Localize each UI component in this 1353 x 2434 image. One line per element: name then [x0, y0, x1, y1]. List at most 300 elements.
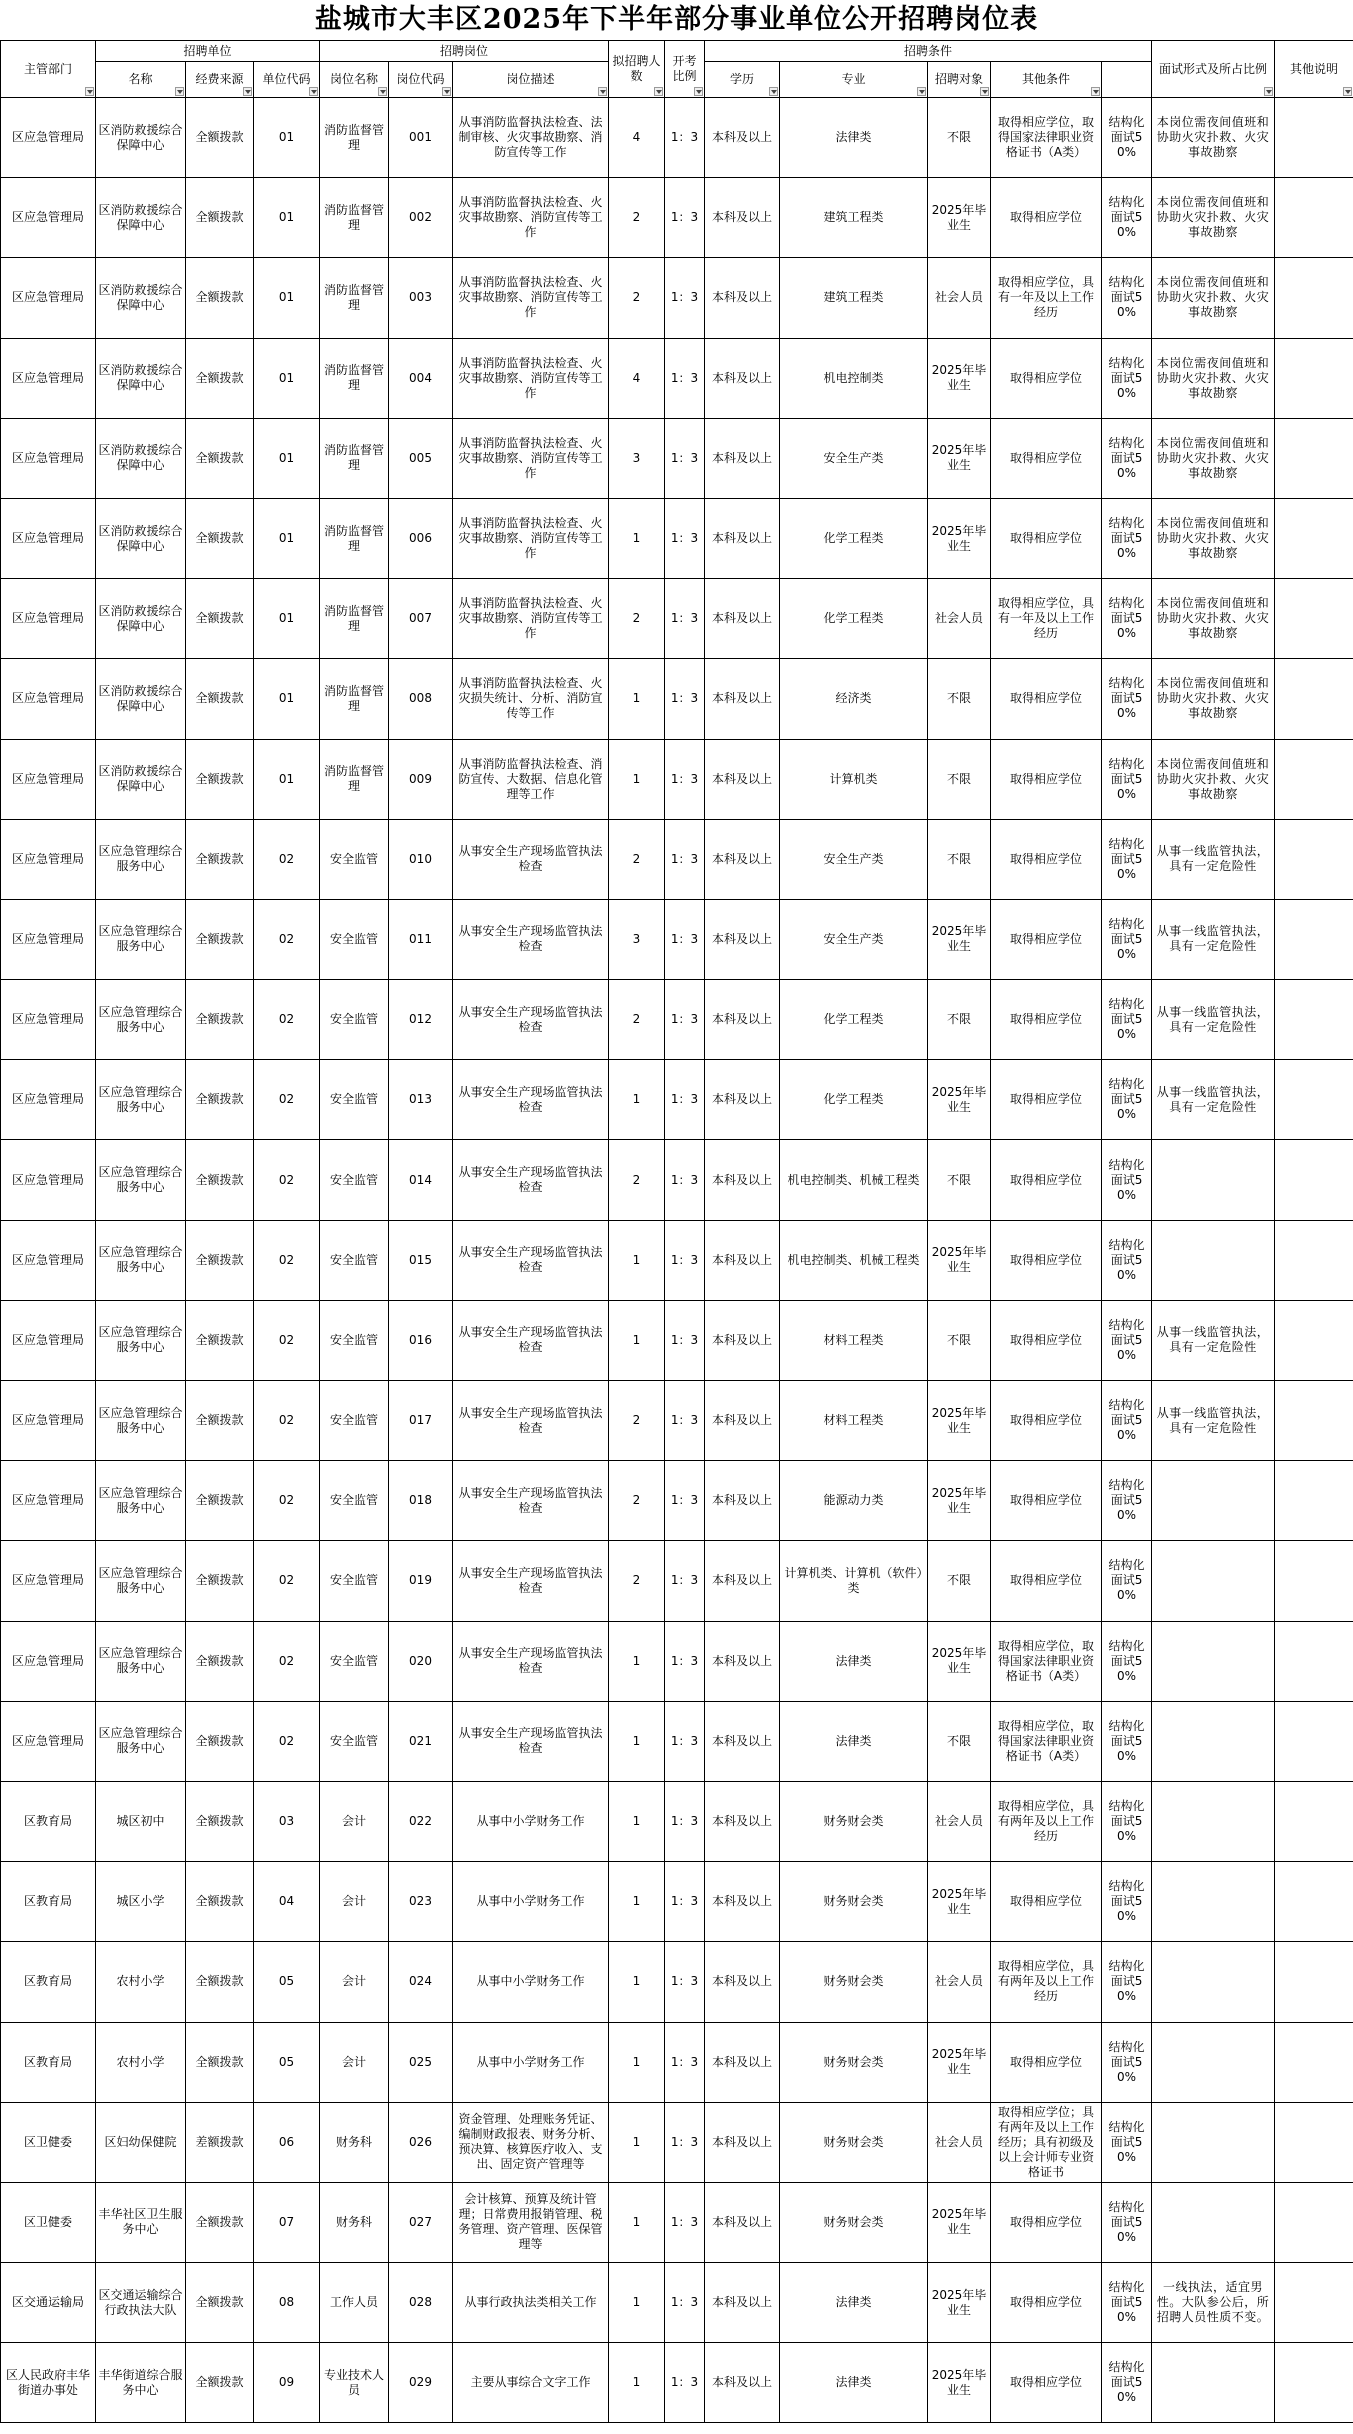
filter-dropdown-icon[interactable]	[85, 87, 94, 96]
cell-post-code[interactable]: 026	[389, 2102, 453, 2182]
cell-other[interactable]: 取得相应学位	[991, 819, 1102, 899]
cell-other[interactable]: 取得相应学位	[991, 1381, 1102, 1461]
cell-notes[interactable]: 本岗位需夜间值班和协助火灾扑救、火灾事故勘察	[1152, 98, 1275, 178]
cell-target[interactable]: 2025年毕业生	[928, 498, 991, 578]
cell-post-name[interactable]: 消防监督管理	[320, 659, 389, 739]
cell-interview[interactable]: 结构化面试50%	[1102, 1060, 1152, 1140]
cell-remark[interactable]	[1275, 739, 1353, 819]
cell-funding[interactable]: 全额拨款	[186, 418, 254, 498]
cell-post-name[interactable]: 安全监管	[320, 1701, 389, 1781]
cell-num[interactable]: 1	[609, 659, 665, 739]
cell-funding[interactable]: 全额拨款	[186, 2263, 254, 2343]
cell-dept[interactable]: 区应急管理局	[1, 899, 96, 979]
cell-remark[interactable]	[1275, 1220, 1353, 1300]
cell-ratio[interactable]: 1：3	[665, 899, 705, 979]
cell-unit-code[interactable]: 05	[254, 2022, 320, 2102]
cell-post-name[interactable]: 安全监管	[320, 1220, 389, 1300]
cell-post-code[interactable]: 024	[389, 1942, 453, 2022]
cell-edu[interactable]: 本科及以上	[705, 2022, 780, 2102]
cell-post-code[interactable]: 025	[389, 2022, 453, 2102]
cell-edu[interactable]: 本科及以上	[705, 1781, 780, 1861]
filter-dropdown-icon[interactable]	[769, 87, 778, 96]
cell-remark[interactable]	[1275, 1701, 1353, 1781]
cell-unit-name[interactable]: 区应急管理综合服务中心	[96, 1381, 186, 1461]
cell-notes[interactable]	[1152, 1862, 1275, 1942]
filter-dropdown-icon[interactable]	[1343, 87, 1352, 96]
cell-major[interactable]: 法律类	[780, 98, 928, 178]
cell-edu[interactable]: 本科及以上	[705, 258, 780, 338]
cell-post-desc[interactable]: 从事中小学财务工作	[453, 1781, 609, 1861]
cell-num[interactable]: 2	[609, 1140, 665, 1220]
cell-dept[interactable]: 区应急管理局	[1, 1381, 96, 1461]
cell-major[interactable]: 法律类	[780, 2263, 928, 2343]
cell-dept[interactable]: 区交通运输局	[1, 2263, 96, 2343]
cell-num[interactable]: 1	[609, 2102, 665, 2182]
cell-remark[interactable]	[1275, 258, 1353, 338]
cell-post-name[interactable]: 安全监管	[320, 1381, 389, 1461]
cell-ratio[interactable]: 1：3	[665, 980, 705, 1060]
cell-post-code[interactable]: 020	[389, 1621, 453, 1701]
cell-post-desc[interactable]: 从事中小学财务工作	[453, 2022, 609, 2102]
cell-unit-code[interactable]: 01	[254, 579, 320, 659]
cell-unit-code[interactable]: 04	[254, 1862, 320, 1942]
cell-post-code[interactable]: 023	[389, 1862, 453, 1942]
cell-ratio[interactable]: 1：3	[665, 418, 705, 498]
cell-remark[interactable]	[1275, 418, 1353, 498]
cell-edu[interactable]: 本科及以上	[705, 659, 780, 739]
cell-ratio[interactable]: 1：3	[665, 819, 705, 899]
cell-target[interactable]: 不限	[928, 1701, 991, 1781]
cell-other[interactable]: 取得相应学位	[991, 1461, 1102, 1541]
cell-dept[interactable]: 区应急管理局	[1, 1701, 96, 1781]
cell-post-code[interactable]: 021	[389, 1701, 453, 1781]
cell-ratio[interactable]: 1：3	[665, 579, 705, 659]
cell-target[interactable]: 2025年毕业生	[928, 1060, 991, 1140]
cell-num[interactable]: 3	[609, 899, 665, 979]
cell-major[interactable]: 材料工程类	[780, 1300, 928, 1380]
cell-interview[interactable]: 结构化面试50%	[1102, 1781, 1152, 1861]
cell-ratio[interactable]: 1：3	[665, 659, 705, 739]
cell-other[interactable]: 取得相应学位，取得国家法律职业资格证书（A类）	[991, 98, 1102, 178]
cell-major[interactable]: 机电控制类、机械工程类	[780, 1220, 928, 1300]
cell-dept[interactable]: 区应急管理局	[1, 739, 96, 819]
cell-num[interactable]: 2	[609, 1461, 665, 1541]
filter-dropdown-icon[interactable]	[1264, 87, 1273, 96]
cell-notes[interactable]	[1152, 1220, 1275, 1300]
header-post-desc[interactable]: 岗位描述	[453, 62, 609, 98]
cell-post-desc[interactable]: 从事行政执法类相关工作	[453, 2263, 609, 2343]
cell-num[interactable]: 2	[609, 819, 665, 899]
cell-dept[interactable]: 区人民政府丰华街道办事处	[1, 2343, 96, 2423]
cell-major[interactable]: 财务财会类	[780, 2182, 928, 2262]
cell-edu[interactable]: 本科及以上	[705, 1381, 780, 1461]
cell-unit-code[interactable]: 03	[254, 1781, 320, 1861]
header-other[interactable]: 其他条件	[991, 62, 1102, 98]
cell-unit-name[interactable]: 区应急管理综合服务中心	[96, 1220, 186, 1300]
cell-dept[interactable]: 区卫健委	[1, 2182, 96, 2262]
cell-major[interactable]: 建筑工程类	[780, 258, 928, 338]
cell-other[interactable]: 取得相应学位，具有一年及以上工作经历	[991, 579, 1102, 659]
cell-funding[interactable]: 全额拨款	[186, 178, 254, 258]
cell-target[interactable]: 不限	[928, 980, 991, 1060]
cell-unit-code[interactable]: 09	[254, 2343, 320, 2423]
cell-unit-name[interactable]: 区消防救援综合保障中心	[96, 739, 186, 819]
cell-target[interactable]: 2025年毕业生	[928, 1621, 991, 1701]
cell-dept[interactable]: 区教育局	[1, 1781, 96, 1861]
filter-dropdown-icon[interactable]	[694, 87, 703, 96]
cell-notes[interactable]: 本岗位需夜间值班和协助火灾扑救、火灾事故勘察	[1152, 659, 1275, 739]
cell-ratio[interactable]: 1：3	[665, 1701, 705, 1781]
cell-num[interactable]: 1	[609, 498, 665, 578]
cell-funding[interactable]: 全额拨款	[186, 1461, 254, 1541]
cell-target[interactable]: 2025年毕业生	[928, 418, 991, 498]
cell-post-desc[interactable]: 从事安全生产现场监管执法检查	[453, 899, 609, 979]
cell-post-desc[interactable]: 从事安全生产现场监管执法检查	[453, 1541, 609, 1621]
cell-funding[interactable]: 全额拨款	[186, 739, 254, 819]
cell-target[interactable]: 2025年毕业生	[928, 1862, 991, 1942]
cell-target[interactable]: 社会人员	[928, 1781, 991, 1861]
cell-edu[interactable]: 本科及以上	[705, 2263, 780, 2343]
cell-unit-name[interactable]: 区应急管理综合服务中心	[96, 1621, 186, 1701]
cell-unit-name[interactable]: 区应急管理综合服务中心	[96, 1461, 186, 1541]
cell-post-code[interactable]: 013	[389, 1060, 453, 1140]
cell-notes[interactable]: 本岗位需夜间值班和协助火灾扑救、火灾事故勘察	[1152, 498, 1275, 578]
cell-funding[interactable]: 全额拨款	[186, 2182, 254, 2262]
cell-major[interactable]: 机电控制类	[780, 338, 928, 418]
cell-post-code[interactable]: 027	[389, 2182, 453, 2262]
cell-remark[interactable]	[1275, 899, 1353, 979]
cell-num[interactable]: 2	[609, 980, 665, 1060]
cell-interview[interactable]: 结构化面试50%	[1102, 1300, 1152, 1380]
cell-post-desc[interactable]: 从事消防监督执法检查、火灾事故勘察、消防宣传等工作	[453, 579, 609, 659]
cell-post-desc[interactable]: 从事安全生产现场监管执法检查	[453, 1140, 609, 1220]
cell-unit-name[interactable]: 区应急管理综合服务中心	[96, 1701, 186, 1781]
cell-target[interactable]: 2025年毕业生	[928, 2263, 991, 2343]
cell-remark[interactable]	[1275, 2102, 1353, 2182]
cell-other[interactable]: 取得相应学位	[991, 2263, 1102, 2343]
cell-post-name[interactable]: 财务科	[320, 2182, 389, 2262]
cell-ratio[interactable]: 1：3	[665, 1140, 705, 1220]
cell-major[interactable]: 安全生产类	[780, 819, 928, 899]
cell-interview[interactable]: 结构化面试50%	[1102, 178, 1152, 258]
cell-interview[interactable]: 结构化面试50%	[1102, 899, 1152, 979]
cell-notes[interactable]: 本岗位需夜间值班和协助火灾扑救、火灾事故勘察	[1152, 418, 1275, 498]
cell-post-code[interactable]: 001	[389, 98, 453, 178]
cell-remark[interactable]	[1275, 1060, 1353, 1140]
filter-dropdown-icon[interactable]	[175, 87, 184, 96]
cell-dept[interactable]: 区应急管理局	[1, 579, 96, 659]
filter-dropdown-icon[interactable]	[378, 87, 387, 96]
cell-post-code[interactable]: 005	[389, 418, 453, 498]
cell-num[interactable]: 1	[609, 2182, 665, 2262]
cell-edu[interactable]: 本科及以上	[705, 1541, 780, 1621]
cell-post-desc[interactable]: 从事消防监督执法检查、火灾事故勘察、消防宣传等工作	[453, 418, 609, 498]
cell-notes[interactable]: 本岗位需夜间值班和协助火灾扑救、火灾事故勘察	[1152, 739, 1275, 819]
cell-remark[interactable]	[1275, 2182, 1353, 2262]
cell-post-desc[interactable]: 从事安全生产现场监管执法检查	[453, 1060, 609, 1140]
cell-ratio[interactable]: 1：3	[665, 1300, 705, 1380]
cell-unit-code[interactable]: 02	[254, 1461, 320, 1541]
cell-post-code[interactable]: 014	[389, 1140, 453, 1220]
cell-notes[interactable]	[1152, 1942, 1275, 2022]
cell-edu[interactable]: 本科及以上	[705, 739, 780, 819]
cell-num[interactable]: 1	[609, 2022, 665, 2102]
cell-ratio[interactable]: 1：3	[665, 98, 705, 178]
cell-post-desc[interactable]: 从事安全生产现场监管执法检查	[453, 980, 609, 1060]
cell-interview[interactable]: 结构化面试50%	[1102, 2022, 1152, 2102]
header-unit-name[interactable]: 名称	[96, 62, 186, 98]
cell-notes[interactable]	[1152, 1701, 1275, 1781]
cell-post-desc[interactable]: 主要从事综合文字工作	[453, 2343, 609, 2423]
cell-post-desc[interactable]: 从事消防监督执法检查、火灾事故勘察、消防宣传等工作	[453, 498, 609, 578]
cell-other[interactable]: 取得相应学位	[991, 178, 1102, 258]
cell-other[interactable]: 取得相应学位；具有两年及以上工作经历；具有初级及以上会计师专业资格证书	[991, 2102, 1102, 2182]
cell-unit-name[interactable]: 区应急管理综合服务中心	[96, 1541, 186, 1621]
cell-funding[interactable]: 全额拨款	[186, 1621, 254, 1701]
cell-other[interactable]: 取得相应学位	[991, 1862, 1102, 1942]
cell-dept[interactable]: 区应急管理局	[1, 1060, 96, 1140]
cell-post-name[interactable]: 安全监管	[320, 819, 389, 899]
cell-edu[interactable]: 本科及以上	[705, 1220, 780, 1300]
cell-unit-code[interactable]: 06	[254, 2102, 320, 2182]
cell-unit-code[interactable]: 02	[254, 1701, 320, 1781]
cell-major[interactable]: 机电控制类、机械工程类	[780, 1140, 928, 1220]
cell-post-name[interactable]: 消防监督管理	[320, 258, 389, 338]
cell-dept[interactable]: 区应急管理局	[1, 338, 96, 418]
cell-post-code[interactable]: 008	[389, 659, 453, 739]
cell-major[interactable]: 材料工程类	[780, 1381, 928, 1461]
cell-unit-name[interactable]: 丰华街道综合服务中心	[96, 2343, 186, 2423]
cell-ratio[interactable]: 1：3	[665, 178, 705, 258]
cell-post-desc[interactable]: 从事消防监督执法检查、火灾事故勘察、消防宣传等工作	[453, 338, 609, 418]
cell-dept[interactable]: 区应急管理局	[1, 1300, 96, 1380]
cell-num[interactable]: 1	[609, 1862, 665, 1942]
cell-notes[interactable]	[1152, 1461, 1275, 1541]
cell-post-code[interactable]: 019	[389, 1541, 453, 1621]
cell-post-code[interactable]: 009	[389, 739, 453, 819]
cell-funding[interactable]: 全额拨款	[186, 1300, 254, 1380]
cell-post-code[interactable]: 011	[389, 899, 453, 979]
cell-remark[interactable]	[1275, 1461, 1353, 1541]
cell-ratio[interactable]: 1：3	[665, 1862, 705, 1942]
cell-other[interactable]: 取得相应学位	[991, 2022, 1102, 2102]
cell-post-desc[interactable]: 从事中小学财务工作	[453, 1942, 609, 2022]
cell-interview[interactable]: 结构化面试50%	[1102, 1461, 1152, 1541]
cell-target[interactable]: 不限	[928, 1140, 991, 1220]
cell-post-name[interactable]: 工作人员	[320, 2263, 389, 2343]
cell-unit-name[interactable]: 区消防救援综合保障中心	[96, 178, 186, 258]
filter-dropdown-icon[interactable]	[654, 87, 663, 96]
cell-post-name[interactable]: 消防监督管理	[320, 498, 389, 578]
header-edu[interactable]: 学历	[705, 62, 780, 98]
cell-post-desc[interactable]: 从事安全生产现场监管执法检查	[453, 1461, 609, 1541]
header-funding[interactable]: 经费来源	[186, 62, 254, 98]
cell-funding[interactable]: 差额拨款	[186, 2102, 254, 2182]
cell-major[interactable]: 经济类	[780, 659, 928, 739]
cell-remark[interactable]	[1275, 659, 1353, 739]
cell-post-name[interactable]: 会计	[320, 1942, 389, 2022]
cell-notes[interactable]	[1152, 1781, 1275, 1861]
filter-dropdown-icon[interactable]	[598, 87, 607, 96]
cell-funding[interactable]: 全额拨款	[186, 498, 254, 578]
cell-edu[interactable]: 本科及以上	[705, 1621, 780, 1701]
header-unit-code[interactable]: 单位代码	[254, 62, 320, 98]
cell-other[interactable]: 取得相应学位	[991, 1140, 1102, 1220]
cell-notes[interactable]	[1152, 2022, 1275, 2102]
cell-target[interactable]: 社会人员	[928, 2102, 991, 2182]
cell-funding[interactable]: 全额拨款	[186, 258, 254, 338]
cell-unit-code[interactable]: 01	[254, 659, 320, 739]
cell-num[interactable]: 4	[609, 98, 665, 178]
cell-remark[interactable]	[1275, 1621, 1353, 1701]
cell-target[interactable]: 不限	[928, 819, 991, 899]
cell-interview[interactable]: 结构化面试50%	[1102, 498, 1152, 578]
cell-post-desc[interactable]: 从事安全生产现场监管执法检查	[453, 1300, 609, 1380]
cell-num[interactable]: 2	[609, 258, 665, 338]
cell-post-name[interactable]: 会计	[320, 1862, 389, 1942]
cell-unit-name[interactable]: 区应急管理综合服务中心	[96, 1140, 186, 1220]
cell-dept[interactable]: 区应急管理局	[1, 1621, 96, 1701]
cell-ratio[interactable]: 1：3	[665, 1060, 705, 1140]
cell-other[interactable]: 取得相应学位，具有两年及以上工作经历	[991, 1781, 1102, 1861]
cell-unit-code[interactable]: 05	[254, 1942, 320, 2022]
cell-interview[interactable]: 结构化面试50%	[1102, 1381, 1152, 1461]
cell-ratio[interactable]: 1：3	[665, 2182, 705, 2262]
cell-ratio[interactable]: 1：3	[665, 2343, 705, 2423]
cell-target[interactable]: 2025年毕业生	[928, 1220, 991, 1300]
cell-post-name[interactable]: 消防监督管理	[320, 178, 389, 258]
cell-other[interactable]: 取得相应学位	[991, 338, 1102, 418]
cell-num[interactable]: 2	[609, 1541, 665, 1621]
cell-unit-name[interactable]: 区消防救援综合保障中心	[96, 258, 186, 338]
cell-major[interactable]: 财务财会类	[780, 2102, 928, 2182]
cell-interview[interactable]: 结构化面试50%	[1102, 418, 1152, 498]
cell-unit-name[interactable]: 区消防救援综合保障中心	[96, 659, 186, 739]
cell-notes[interactable]: 本岗位需夜间值班和协助火灾扑救、火灾事故勘察	[1152, 178, 1275, 258]
cell-edu[interactable]: 本科及以上	[705, 2182, 780, 2262]
header-num[interactable]: 拟招聘人数	[609, 41, 665, 98]
cell-target[interactable]: 2025年毕业生	[928, 2343, 991, 2423]
cell-other[interactable]: 取得相应学位，具有两年及以上工作经历	[991, 1942, 1102, 2022]
cell-interview[interactable]: 结构化面试50%	[1102, 1140, 1152, 1220]
cell-unit-name[interactable]: 农村小学	[96, 1942, 186, 2022]
cell-other[interactable]: 取得相应学位	[991, 980, 1102, 1060]
cell-edu[interactable]: 本科及以上	[705, 178, 780, 258]
cell-edu[interactable]: 本科及以上	[705, 899, 780, 979]
cell-num[interactable]: 1	[609, 1621, 665, 1701]
cell-major[interactable]: 化学工程类	[780, 1060, 928, 1140]
cell-edu[interactable]: 本科及以上	[705, 2343, 780, 2423]
cell-interview[interactable]: 结构化面试50%	[1102, 1621, 1152, 1701]
cell-funding[interactable]: 全额拨款	[186, 2343, 254, 2423]
cell-unit-name[interactable]: 区消防救援综合保障中心	[96, 98, 186, 178]
cell-remark[interactable]	[1275, 1541, 1353, 1621]
cell-ratio[interactable]: 1：3	[665, 1781, 705, 1861]
cell-unit-name[interactable]: 丰华社区卫生服务中心	[96, 2182, 186, 2262]
cell-unit-name[interactable]: 城区小学	[96, 1862, 186, 1942]
cell-unit-name[interactable]: 城区初中	[96, 1781, 186, 1861]
cell-remark[interactable]	[1275, 178, 1353, 258]
cell-post-name[interactable]: 会计	[320, 2022, 389, 2102]
cell-post-name[interactable]: 安全监管	[320, 1300, 389, 1380]
cell-other[interactable]: 取得相应学位，取得国家法律职业资格证书（A类）	[991, 1701, 1102, 1781]
cell-unit-code[interactable]: 01	[254, 338, 320, 418]
cell-interview[interactable]: 结构化面试50%	[1102, 819, 1152, 899]
cell-funding[interactable]: 全额拨款	[186, 579, 254, 659]
cell-dept[interactable]: 区应急管理局	[1, 258, 96, 338]
cell-unit-name[interactable]: 区交通运输综合行政执法大队	[96, 2263, 186, 2343]
cell-unit-code[interactable]: 02	[254, 1381, 320, 1461]
cell-notes[interactable]	[1152, 2102, 1275, 2182]
cell-num[interactable]: 1	[609, 1300, 665, 1380]
header-target[interactable]: 招聘对象	[928, 62, 991, 98]
header-dept[interactable]: 主管部门	[1, 41, 96, 98]
cell-num[interactable]: 1	[609, 1942, 665, 2022]
cell-post-desc[interactable]: 从事消防监督执法检查、火灾事故勘察、消防宣传等工作	[453, 258, 609, 338]
cell-unit-code[interactable]: 01	[254, 498, 320, 578]
cell-notes[interactable]: 从事一线监管执法，具有一定危险性	[1152, 899, 1275, 979]
filter-dropdown-icon[interactable]	[243, 87, 252, 96]
cell-unit-code[interactable]: 01	[254, 178, 320, 258]
header-ratio[interactable]: 开考比例	[665, 41, 705, 98]
cell-post-name[interactable]: 财务科	[320, 2102, 389, 2182]
cell-target[interactable]: 2025年毕业生	[928, 338, 991, 418]
cell-notes[interactable]: 本岗位需夜间值班和协助火灾扑救、火灾事故勘察	[1152, 258, 1275, 338]
cell-num[interactable]: 1	[609, 2263, 665, 2343]
cell-unit-code[interactable]: 02	[254, 899, 320, 979]
cell-target[interactable]: 社会人员	[928, 579, 991, 659]
cell-post-name[interactable]: 消防监督管理	[320, 579, 389, 659]
cell-other[interactable]: 取得相应学位	[991, 498, 1102, 578]
cell-target[interactable]: 不限	[928, 739, 991, 819]
cell-edu[interactable]: 本科及以上	[705, 338, 780, 418]
cell-funding[interactable]: 全额拨款	[186, 98, 254, 178]
cell-major[interactable]: 法律类	[780, 1701, 928, 1781]
cell-notes[interactable]	[1152, 1621, 1275, 1701]
cell-major[interactable]: 财务财会类	[780, 1781, 928, 1861]
cell-interview[interactable]: 结构化面试50%	[1102, 2343, 1152, 2423]
filter-dropdown-icon[interactable]	[1091, 87, 1100, 96]
cell-other[interactable]: 取得相应学位	[991, 2182, 1102, 2262]
cell-dept[interactable]: 区应急管理局	[1, 1541, 96, 1621]
cell-edu[interactable]: 本科及以上	[705, 980, 780, 1060]
cell-ratio[interactable]: 1：3	[665, 258, 705, 338]
cell-post-name[interactable]: 安全监管	[320, 1060, 389, 1140]
cell-post-desc[interactable]: 从事安全生产现场监管执法检查	[453, 1701, 609, 1781]
cell-other[interactable]: 取得相应学位	[991, 659, 1102, 739]
cell-unit-name[interactable]: 区妇幼保健院	[96, 2102, 186, 2182]
cell-funding[interactable]: 全额拨款	[186, 1541, 254, 1621]
cell-funding[interactable]: 全额拨款	[186, 338, 254, 418]
cell-dept[interactable]: 区应急管理局	[1, 819, 96, 899]
cell-major[interactable]: 财务财会类	[780, 1862, 928, 1942]
cell-dept[interactable]: 区应急管理局	[1, 1220, 96, 1300]
cell-edu[interactable]: 本科及以上	[705, 498, 780, 578]
cell-remark[interactable]	[1275, 338, 1353, 418]
cell-major[interactable]: 化学工程类	[780, 579, 928, 659]
cell-post-code[interactable]: 016	[389, 1300, 453, 1380]
cell-unit-code[interactable]: 02	[254, 1220, 320, 1300]
cell-remark[interactable]	[1275, 2022, 1353, 2102]
cell-post-code[interactable]: 015	[389, 1220, 453, 1300]
cell-num[interactable]: 2	[609, 579, 665, 659]
cell-interview[interactable]: 结构化面试50%	[1102, 338, 1152, 418]
cell-unit-name[interactable]: 区消防救援综合保障中心	[96, 338, 186, 418]
filter-dropdown-icon[interactable]	[442, 87, 451, 96]
cell-unit-name[interactable]: 区应急管理综合服务中心	[96, 980, 186, 1060]
cell-funding[interactable]: 全额拨款	[186, 1381, 254, 1461]
cell-major[interactable]: 计算机类	[780, 739, 928, 819]
